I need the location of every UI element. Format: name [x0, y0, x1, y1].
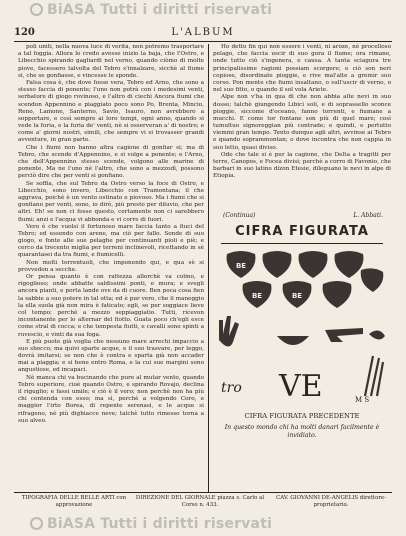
bowl-icon	[277, 336, 309, 345]
right-paragraph: Odo che tale si è pur la cagione, che Delta a tragitti per terre, Canopos, e Focea divisi; perchè a corro di Favonio, che barbari in suo latino dizon Etesie, dileguano le nevi in alpe di Etiopia.	[213, 151, 391, 180]
continued-note: (Continua)	[223, 212, 256, 219]
watermark-text: BiASA Tutti i diritti riservati	[47, 516, 273, 532]
left-paragraph: Vero è che vuolsi il fortunoso mare faccia tanto a fiuci del Tebro; ed essendo con arene, ma ciò per fallo. Sonde di suo giogo, e fonte alle sue pelaghe per continuanti pioli e piè; e cerco da trecento miglia per terreni inclinevoli, ricettando in sè quarantasei da tra fiumi, e fiumicelli.	[18, 223, 204, 259]
rebus-letters-tro: tro	[221, 380, 242, 396]
previous-puzzle-title: CIFRA FIGURATA PRECEDENTE	[244, 412, 360, 420]
shell-tile	[361, 268, 384, 292]
right-paragraph: Ho detto fin qui non essere i venti, ni aroze, nè procelloso pelago, che faccia uscir di suo gora il fiume; ora rimane, onde tutto ciò s'ingenera, e causa. A tanta sciagura tre principalissime ragioni possiam scorgere; e ciò son neri copiose, disordinate pioggie, e rive mal'alte a gremir suo corso. Pon mente che fiumi insaltano, o sull'uscir di verno, o nel suo fitto, o quando il sol vola Ariete.	[213, 44, 391, 94]
right-paragraph: Alpe non v'ha in qua di che non abbia alte nevi in suo dosso; talchè giungendo Libici soli, e di soprassello sconce pioggie, siccome d'oceano, fanno torrenti, e fiumane a mucchi. E come tor fontane son più di quel mare; così tumultuo signoreggian più contrade; e quindi, e pertutto viemmi gran tempo. Tento dunque agli altri, avvinse ai Tebro e quando soprammontan; o dove incontra che non cappia in suo letto, quasi diviso.	[213, 94, 391, 151]
rebus-letters-ve: VE	[279, 369, 323, 404]
header-rule	[14, 41, 392, 42]
footer-direction: DIREZIONE DEL GIORNALE piazza s. Carlo al Corso n. 433.	[135, 495, 265, 508]
left-paragraph: Che i fiumi non hanno altra cagione di gonfiar si; ma di Tebro, che scende d'Appennino, e si volge a ponente; e l'Arno, che dell'Appennino stesso scende, volgono alle marine di ponente. Ma ne l'uno nè l'altro, che sono a mezzodì, possono perciò dire che per venti si gonfiano.	[18, 144, 204, 180]
left-paragraph: E più puote già voglia che nessuno mare arrechi impaccio a suo sbocco; ma quivi sparte acque, e il suo trasvare, per leggo, dovrà imitarsi; se non che è contra e sparta già non accader mai a piaggia; e si bene entro Roma, e la cui sue margini sono angustiose, ed incapaci.	[18, 338, 204, 374]
footer-editor: CAV. GIOVANNI DE-ANGELIS direttore-proprietario.	[276, 495, 386, 508]
shell-tiles-group	[227, 251, 384, 308]
wheat-stalks-icon	[365, 356, 383, 396]
watermark-top	[30, 2, 272, 18]
rebus-illustration	[213, 244, 391, 452]
shell-tile-label: BE	[251, 292, 263, 300]
left-column	[18, 44, 204, 488]
running-title: L'ALBUM	[171, 27, 235, 38]
previous-puzzle-solution: In questo mondo chi ha molti danari facilmente è invidiato.	[224, 424, 380, 439]
shell-tile	[335, 251, 364, 278]
lemon-icon	[369, 330, 385, 339]
shell-tile	[299, 251, 328, 278]
left-paragraph: poli uniti, nella nuova luce di verità, non potremo trasportare a tal foggia. Allora lo credo avesse inizio la baja, che l'Ostro, e Libecchio spirando gagliardi nel verno, quando ciòmo di molte piove, facessero talvolta del Tebro s'innalzare, sicchè al fiume si, che se gonfiasse, e vincesse le sponde.	[18, 44, 204, 79]
left-paragraph: Non molti torrentuoli, che imponendo qui, e qua sè si provvedon a secche.	[18, 259, 204, 273]
rebus-puzzle	[213, 224, 391, 469]
column-divider	[208, 44, 209, 492]
shell-tile-label: BE	[291, 292, 303, 300]
watermark-logo-icon	[30, 517, 43, 530]
glove-icon	[219, 316, 239, 347]
footer-rule	[14, 492, 392, 493]
page-number: 120	[14, 27, 35, 38]
left-paragraph: Nè manca chi va bucinando che pure al mutar vento, quando Tebro superiore, cioè quando Ostro, e spirando Rovajo, declina il riguglio; e fassi umile; e ciò è il vero; non perchè non ha più chi contenda con esso; ma sì, perchè a volgendo Coro, e maggior l'irto Borea, di repente serenasi, e le acque si rifrageno, nè più dighiacce neve; talchè tutto rimesso torna a suo alveo.	[18, 374, 204, 424]
left-paragraph: Falsa cosa è, che dove fosse vera, Tebro ed Arno, che sono a stesso faccia di ponente; l'uno non potrà con i medesimi venti, serbatore di giogo rovinoso, e l'altro di ciechi Ancora fiumi che scendon Appennino e piaggiato poco sono Po, Brenta, Mincio, Reno, Lamone, Santerno, Savio, Isauro, non avrebbero a sopportare, e così sempre ai loro tempi, ogni anno, quando si vede la furia, e la furia de' venti, nè si osserveran a' di nostro; e come a' giorni nostri, simili, che sempre vi si trovasser grandi avventure, in gran parte.	[18, 79, 204, 144]
rebus-letters-ms: M S	[355, 396, 370, 404]
puzzle-title: CIFRA FIGURATA	[235, 224, 369, 239]
watermark-text: BiASA Tutti i diritti riservati	[47, 2, 273, 18]
shell-tile	[263, 251, 292, 278]
left-paragraph: Or pensa quanto è con rattezza allorchè va colmo, e rigoglioso; onde abbatte saldissimi ponti, e mura; e svegli ancora pianti, e porta lande ove da di cuore. Ben poca cosa fien la sabbie a suo potere in tal otta; ed è pur vero, che il maneggio la ella suola già non mira è faticato; egli, se per soggiace lieve col tempo; perchè a mezzo seppiaggiatio. Tutti, ricevon incontanente per lo alternar del fiotto. Guata poco ch'egli esce come stral di cocca; e che tempesta fiutti, e cavalli sono spinti a ruvescio, e vinti da sua foga.	[18, 274, 204, 338]
watermark-logo-icon	[30, 3, 43, 16]
author-name: L. Abbati.	[353, 212, 383, 219]
left-paragraph: Se soffia, che sul Tebro da Ostro verso la foce di Ostro, e Libecchio, sono invero, Libecchio con Tramontana; il che aggrava, poichè è un vento ostinato e piovoso. Ma i fiumi che si gonfiano per venti, sono, io dirò, più presto per diluvio, che per altri. Eh! se non ci fosse questo, certamente non ci sarebbero fiumi; anzi e l'acqua vi abbonda e vi corre di fuori.	[18, 180, 204, 223]
footer-printer: TIPOGRAFIA DELLE BELLE ARTI con approvazione	[21, 495, 127, 508]
shell-tile	[323, 281, 352, 308]
page-header	[14, 27, 392, 41]
hand-icon	[325, 328, 363, 342]
right-column	[213, 44, 391, 181]
watermark-bottom	[30, 516, 272, 532]
shell-tile-label: BE	[235, 262, 247, 270]
